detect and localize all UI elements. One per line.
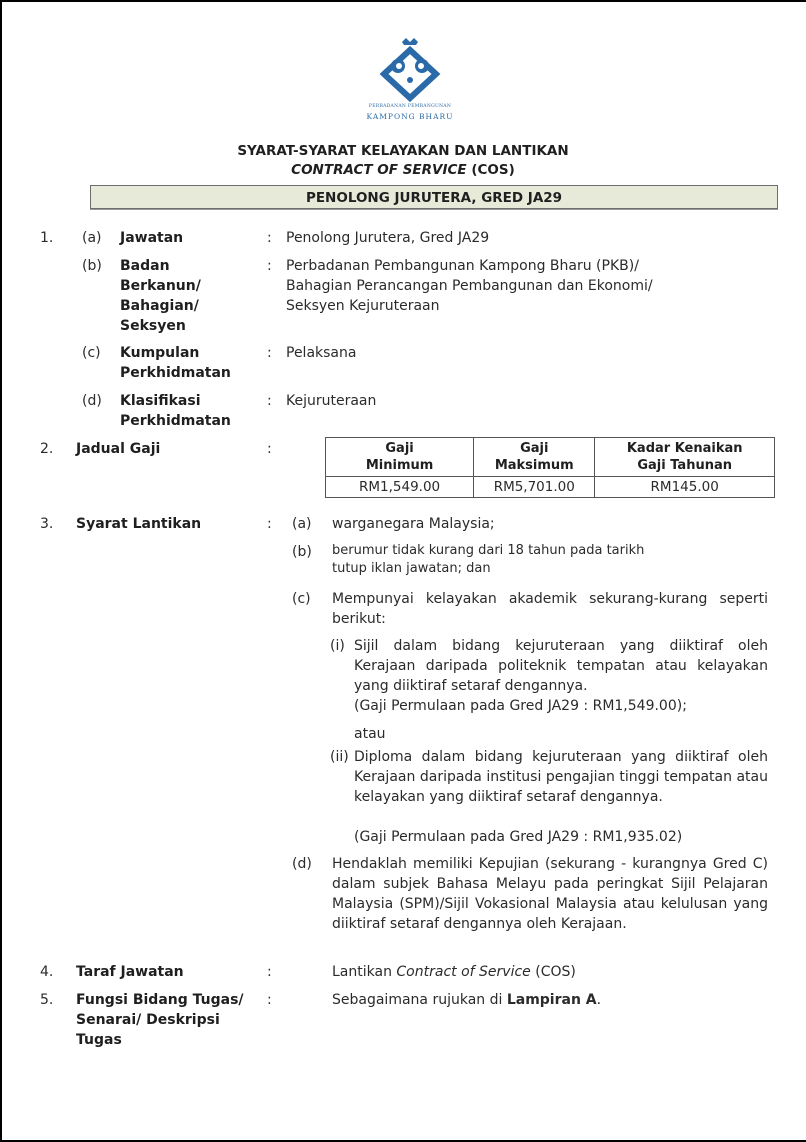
colon: : xyxy=(267,992,272,1008)
item-1b-label-line3: Bahagian/ xyxy=(120,298,199,314)
document-subtitle xyxy=(0,162,806,178)
item-3a-text: warganegara Malaysia; xyxy=(332,516,495,532)
logo-text-top: PERBADANAN PEMBANGUNAN xyxy=(368,104,452,109)
item-3c-i-text: Sijil dalam bidang kejuruteraan yang diiktiraf oleh Kerajaan daripada politeknik tempatan atau kelayakan yang diiktiraf setaraf dengannya. xyxy=(354,638,768,694)
item-1a-label: Jawatan xyxy=(120,230,184,246)
item-3c-letter: (c) xyxy=(292,591,311,607)
cell-gaji-minimum: RM1,549.00 xyxy=(326,477,474,498)
item-1b-label-line1: Badan xyxy=(120,258,170,274)
section-5-value: Sebagaimana rujukan di Lampiran A. xyxy=(332,992,602,1008)
item-3c-text: Mempunyai kelayakan akademik sekurang-kurang seperti berikut: xyxy=(332,591,768,627)
section-5-label-line3: Tugas xyxy=(76,1032,122,1048)
item-1b-value-line2: Bahagian Perancangan Pembangunan dan Ekonomi/ xyxy=(286,278,653,294)
item-3d-text: Hendaklah memiliki Kepujian (sekurang - kurangnya Gred C) dalam subjek Bahasa Melayu pada peringkat Sijil Pelajaran Malaysia (SPM)/Sijil Vokasional Malaysia atau kelulusan yang diiktiraf setaraf dengannya oleh Kerajaan. xyxy=(332,856,768,932)
item-1b-letter: (b) xyxy=(82,258,102,274)
cell-gaji-maksimum: RM5,701.00 xyxy=(474,477,595,498)
colon: : xyxy=(267,393,272,409)
colon: : xyxy=(267,258,272,274)
header-kadar-kenaikan: Kadar Kenaikan Gaji Tahunan xyxy=(595,438,775,477)
lampiran-a-reference: Lampiran A xyxy=(506,992,597,1008)
section-1-number: 1. xyxy=(40,230,54,246)
section-3-number: 3. xyxy=(40,516,54,532)
section-4-value: Lantikan Contract of Service (COS) xyxy=(332,964,576,980)
document-title: SYARAT-SYARAT KELAYAKAN DAN LANTIKAN xyxy=(237,143,569,159)
item-3c-i-numeral: (i) xyxy=(330,638,345,654)
colon: : xyxy=(267,230,272,246)
item-1c-label-line2: Perkhidmatan xyxy=(120,365,231,381)
logo-text-bottom: KAMPONG BHARU xyxy=(366,112,454,121)
position-banner: PENOLONG JURUTERA, GRED JA29 xyxy=(90,185,778,209)
cell-kadar-kenaikan: RM145.00 xyxy=(595,477,775,498)
item-3c-ii-numeral: (ii) xyxy=(330,749,349,765)
colon: : xyxy=(267,441,272,457)
colon: : xyxy=(267,964,272,980)
item-3c-ii-salary: (Gaji Permulaan pada Gred JA29 : RM1,935.02) xyxy=(354,829,683,845)
section-2-label: Jadual Gaji xyxy=(76,441,161,457)
item-3d-letter: (d) xyxy=(292,856,312,872)
item-1d-value: Kejuruteraan xyxy=(286,393,377,409)
item-3b-line1: berumur tidak kurang dari 18 tahun pada tarikh xyxy=(332,543,645,558)
header-gaji-maksimum: Gaji Maksimum xyxy=(474,438,595,477)
item-1c-label-line1: Kumpulan xyxy=(120,345,200,361)
section-2-number: 2. xyxy=(40,441,54,457)
item-1b-value-line3: Seksyen Kejuruteraan xyxy=(286,298,440,314)
item-1c-letter: (c) xyxy=(82,345,101,361)
section-5-number: 5. xyxy=(40,992,54,1008)
colon: : xyxy=(267,345,272,361)
item-1a-letter: (a) xyxy=(82,230,102,246)
salary-table-header-row xyxy=(326,438,775,477)
item-3a-letter: (a) xyxy=(292,516,312,532)
item-1d-label-line1: Klasifikasi xyxy=(120,393,201,409)
item-1b-label-line4: Seksyen xyxy=(120,318,186,334)
section-4-label: Taraf Jawatan xyxy=(76,964,184,980)
item-3c-or: atau xyxy=(354,726,386,742)
subtitle-italic: CONTRACT OF SERVICE xyxy=(291,162,467,178)
header-gaji-minimum: Gaji Minimum xyxy=(326,438,474,477)
colon: : xyxy=(267,516,272,532)
section-5-label-line2: Senarai/ Deskripsi xyxy=(76,1012,220,1028)
item-1d-letter: (d) xyxy=(82,393,102,409)
salary-table-row xyxy=(326,477,775,498)
kampong-bharu-logo-icon xyxy=(362,36,458,106)
section-5-label-line1: Fungsi Bidang Tugas/ xyxy=(76,992,244,1008)
item-1a-value: Penolong Jurutera, Gred JA29 xyxy=(286,230,490,246)
section-4-number: 4. xyxy=(40,964,54,980)
organization-logo xyxy=(362,36,458,128)
item-3c-i-salary: (Gaji Permulaan pada Gred JA29 : RM1,549.00); xyxy=(354,698,687,714)
item-1b-label-line2: Berkanun/ xyxy=(120,278,201,294)
subtitle-rest: (COS) xyxy=(466,162,515,178)
section-3-label: Syarat Lantikan xyxy=(76,516,202,532)
item-3c-ii-text: Diploma dalam bidang kejuruteraan yang diiktiraf oleh Kerajaan daripada institusi pengajian tinggi tempatan atau kelayakan yang diiktiraf setaraf dengannya. xyxy=(354,749,768,805)
item-3b-letter: (b) xyxy=(292,544,312,560)
salary-table xyxy=(325,437,775,498)
item-1c-value: Pelaksana xyxy=(286,345,357,361)
item-1b-value-line1: Perbadanan Pembangunan Kampong Bharu (PKB)/ xyxy=(286,258,639,274)
item-1d-label-line2: Perkhidmatan xyxy=(120,413,231,429)
item-3b-line2: tutup iklan jawatan; dan xyxy=(332,561,491,576)
